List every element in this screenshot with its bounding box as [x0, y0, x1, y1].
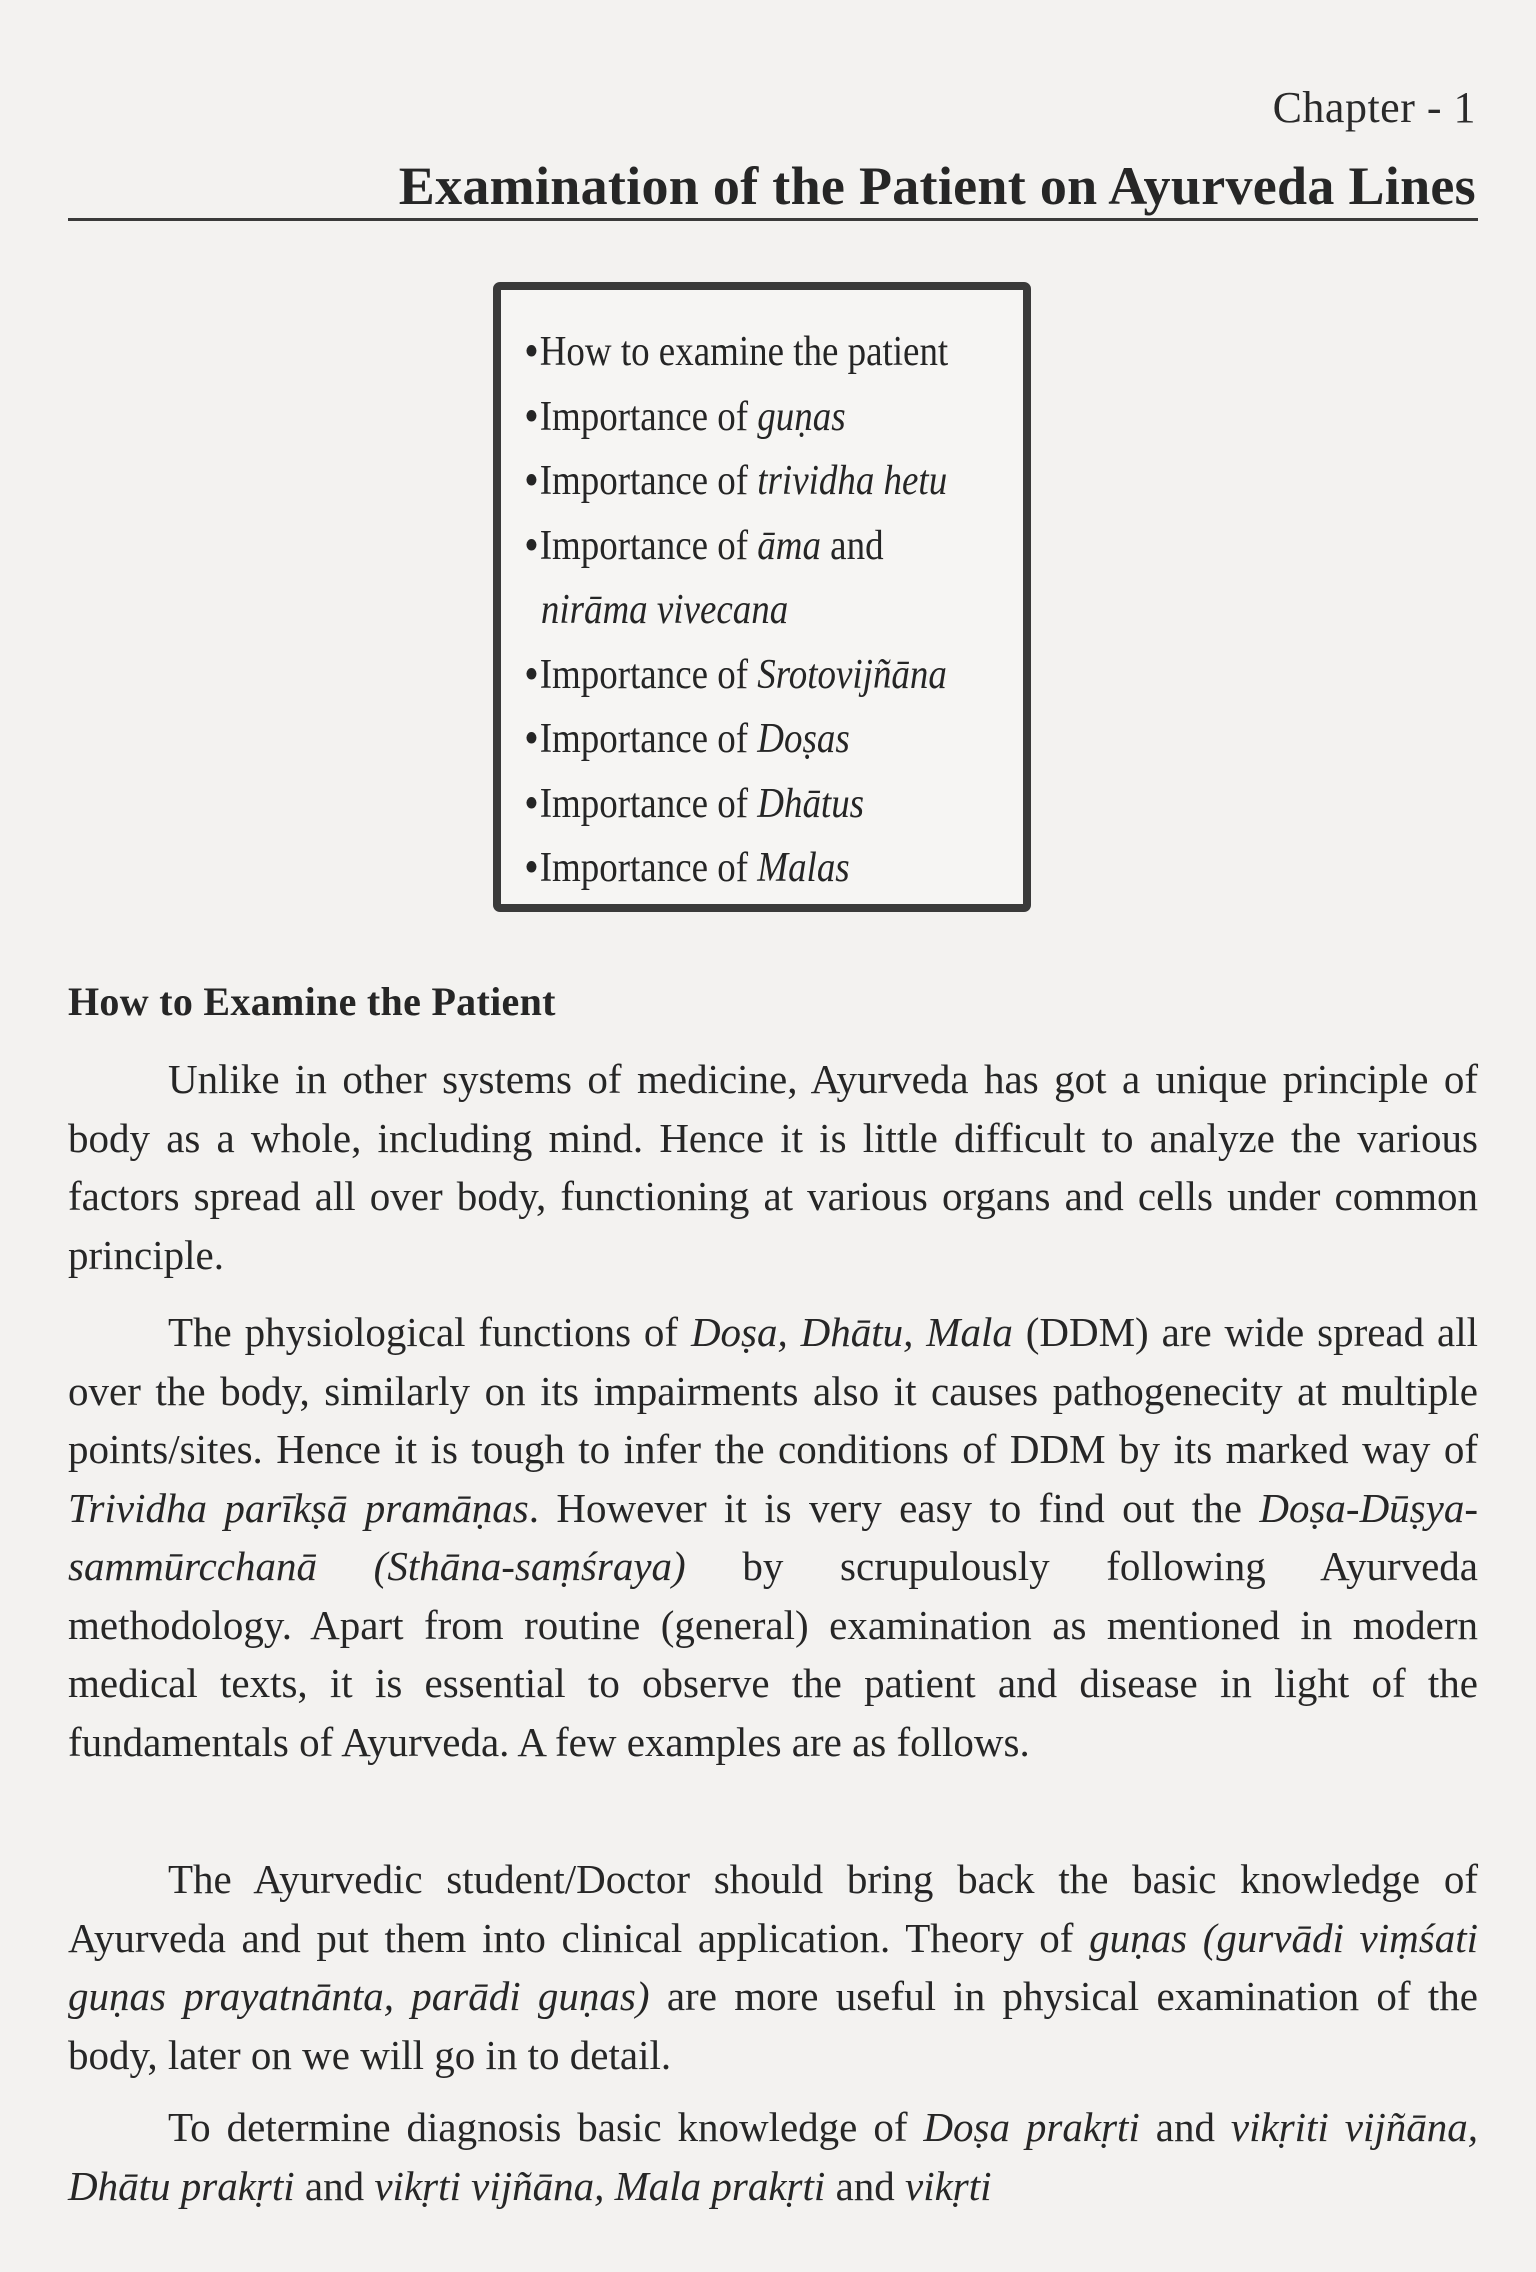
paragraph-text: and: [825, 2162, 906, 2209]
paragraph-diagnosis: [68, 2098, 1478, 2215]
topic-term: Srotovijñāna: [757, 651, 947, 698]
topic-term: trividha hetu: [757, 458, 948, 504]
sanskrit-term: Doṣa, Dhātu, Mala: [690, 1309, 1013, 1355]
paragraph-text: and: [1139, 2104, 1231, 2150]
paragraph-text: To determine diagnosis basic knowledge of: [168, 2104, 924, 2150]
topic-item: [525, 449, 949, 514]
bullet-icon: •: [525, 458, 538, 504]
paragraph-text: and: [294, 2162, 375, 2209]
topic-text: Importance of: [539, 845, 758, 891]
sanskrit-term: Doṣa-Dūṣya-sammūrcchanā (Sthāna-saṃśraya): [68, 1484, 1478, 1589]
topic-item: [525, 320, 949, 385]
paragraph-text: are more useful in physical examination of the body, later on we will go in to detail.: [68, 1973, 1478, 2078]
paragraph-ddm-functions: [68, 1303, 1478, 1771]
topic-term: Malas: [757, 845, 850, 891]
topic-item: [525, 643, 949, 708]
topic-text: How to examine the patient: [539, 329, 949, 375]
sanskrit-term: guṇas (gurvādi viṃśati guṇas prayatnānta, parādi guṇas): [68, 1914, 1478, 2019]
sanskrit-term: vikṛti: [905, 2162, 992, 2209]
paragraph-unique-principle: [68, 1050, 1478, 1284]
topic-term: āma: [757, 522, 821, 569]
topic-item-continuation: [525, 578, 949, 643]
bullet-icon: •: [525, 329, 538, 375]
sanskrit-term: Doṣa prakṛti: [923, 2104, 1140, 2150]
section-heading: How to Examine the Patient: [68, 979, 556, 1024]
paragraph-text: by scrupulously following Ayurveda methodology. Apart from routine (general) examination as mentioned in modern medical texts, it is essential to observe the patient and disease in light of the fundamentals of Ayurveda. A few examples are as follows.: [68, 1543, 1478, 1765]
sanskrit-term: Trividha parīkṣā pramāṇas: [68, 1484, 529, 1531]
paragraph-text: The Ayurvedic student/Doctor should bring back the basic knowledge of Ayurveda and put them into clinical application. Theory of: [68, 1856, 1478, 1961]
topic-text: Importance of: [539, 393, 758, 440]
sanskrit-term: vikṛiti vijñāna, Dhātu prakṛti: [68, 2104, 1478, 2209]
topic-term: Dhātus: [757, 780, 865, 827]
topic-text: Importance of: [539, 651, 758, 698]
topic-item: [525, 836, 949, 901]
topic-suffix: and: [820, 522, 884, 569]
chapter-label: Chapter - 1: [1272, 83, 1476, 132]
paragraph-text: Unlike in other systems of medicine, Ayurveda has got a unique principle of body as a whole, including mind. Hence it is little difficult to analyze the various factors spread all over body, functioning at various organs and cells under common principle.: [68, 1056, 1478, 1278]
paragraph-text: (DDM) are wide spread all over the body, similarly on its impairments also it causes pathogenecity at multiple points/sites. Hence it is tough to infer the conditions of DDM by its marked way of: [68, 1309, 1478, 1472]
topic-text: Importance of: [539, 458, 758, 504]
topic-text: Importance of: [539, 522, 758, 569]
topic-item: [525, 514, 949, 579]
bullet-icon: •: [525, 393, 538, 440]
topic-item: [525, 772, 949, 837]
topic-item: [525, 385, 949, 450]
topic-text: Importance of: [539, 780, 758, 827]
topic-term: guṇas: [757, 393, 846, 440]
paragraph-text: The physiological functions of: [168, 1309, 691, 1355]
paragraph-gunas-theory: [68, 1850, 1478, 2084]
chapter-topics-box: [493, 282, 1031, 912]
topic-term: Doṣas: [757, 716, 850, 762]
bullet-icon: •: [525, 651, 538, 698]
bullet-icon: •: [525, 522, 538, 569]
title-rule: [68, 218, 1478, 221]
bullet-icon: •: [525, 716, 538, 762]
topic-text: Importance of: [539, 716, 758, 762]
topic-item: [525, 707, 949, 772]
bullet-icon: •: [525, 780, 538, 827]
sanskrit-term: vikṛti vijñāna, Mala prakṛti: [374, 2162, 826, 2209]
topic-term: nirāma vivecana: [540, 587, 789, 633]
bullet-icon: •: [525, 845, 538, 891]
paragraph-text: . However it is very easy to find out the: [528, 1484, 1260, 1531]
chapter-title: Examination of the Patient on Ayurveda Lines: [398, 156, 1476, 216]
